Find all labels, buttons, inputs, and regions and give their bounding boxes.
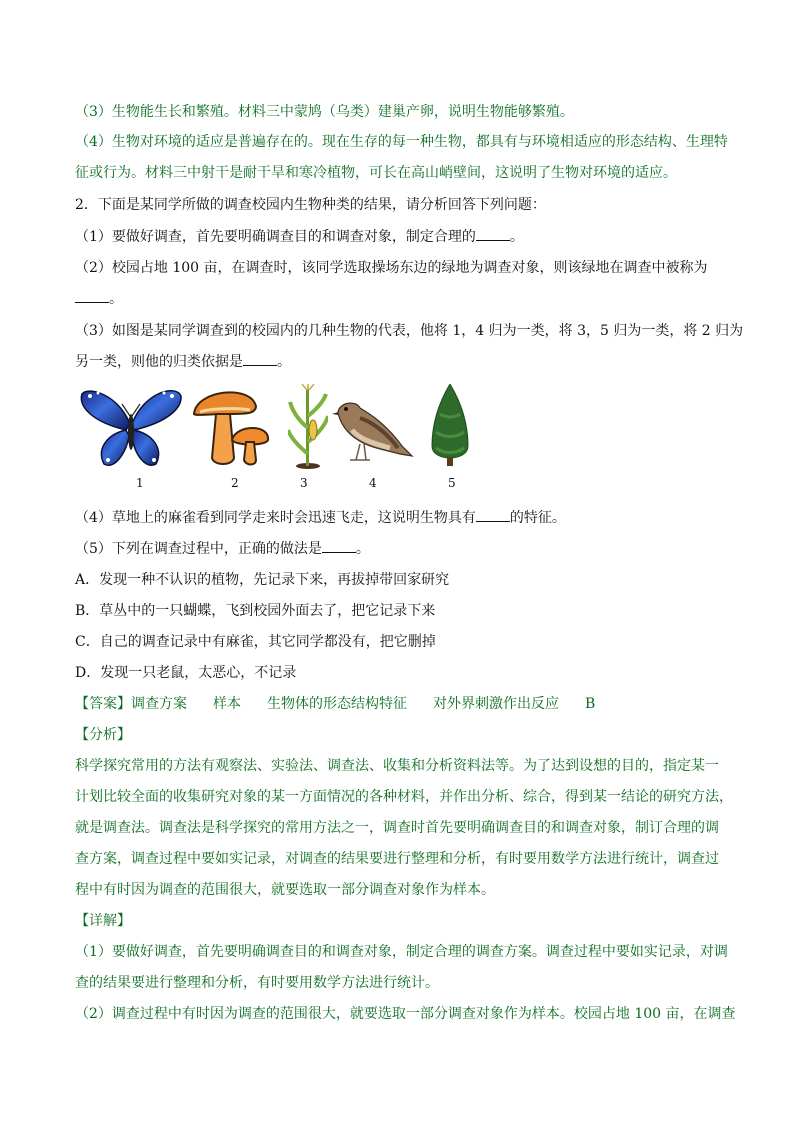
detail-tag: 【详解】 [75,913,131,929]
answer-blank [476,228,510,241]
question-part-1 [75,228,735,246]
option-a: A．发现一种不认识的植物，先记录下来，再拔掉带回家研究 [75,572,450,588]
question-part-2-cont [75,290,735,308]
figure-label: 3 [300,476,308,490]
text-span: 的特征。 [509,510,566,526]
corn-plant-icon [288,384,328,470]
question-part-5 [75,540,735,558]
answer-item: 对外界刺激作出反应 [433,696,559,712]
text-span: 另一类，则他的归类依据是 [75,354,243,370]
question-part-3-cont [75,353,735,371]
figure-label: 1 [136,476,144,490]
butterfly-icon [78,384,184,470]
detail-text: （2）调查过程中有时因为调查的范围很大，就要选取一部分调查对象作为样本。校园占地 100 亩，在调查 [75,1006,736,1022]
answer-line [75,695,735,713]
figure-label: 5 [448,476,456,490]
text-span: 。 [109,291,123,307]
question-part-4 [75,509,735,527]
answer-blank [476,509,510,522]
analysis-text: 科学探究常用的方法有观察法、实验法、调查法、收集和分析资料法等。为了达到设想的目的，指定某一 [75,758,719,774]
sparrow-icon [330,384,416,470]
analysis-text: 就是调查法。调查法是科学探究的常用方法之一，调查时首先要明确调查目的和调查对象，制订合理的调 [75,820,719,836]
text-span: 。 [509,229,524,245]
answer-item: 生物体的形态结构特征 [267,696,407,712]
organisms-figure [78,384,498,494]
answer-blank [243,353,277,366]
answer-blank [322,540,356,553]
text-span: 。 [355,541,370,557]
answer-blank [75,290,109,303]
question-part-2: （2）校园占地 100 亩，在调查时，该同学选取操场东边的绿地为调查对象，则该绿地在调查中被称为 [75,260,708,276]
text-span: （5）下列在调查过程中，正确的做法是 [75,541,322,557]
answer-item: B [585,696,596,712]
detail-text: （1）要做好调查，首先要明确调查目的和调查对象，制定合理的调查方案。调查过程中要如实记录，对调 [75,944,728,960]
answer-item: 样本 [213,696,241,712]
analysis-text: 计划比较全面的收集研究对象的某一方面情况的各种材料，并作出分析、综合，得到某一结论的研究方法， [75,789,733,805]
answer-item: 调查方案 [131,696,187,712]
analysis-text: 查方案，调查过程中要如实记录，对调查的结果要进行整理和分析，有时要用数学方法进行统计，调查过 [75,851,719,867]
question-heading: 2．下面是某同学所做的调查校园内生物种类的结果，请分析回答下列问题： [75,197,546,213]
option-b: B．草丛中的一只蝴蝶，飞到校园外面去了，把它记录下来 [75,603,436,619]
analysis-text: 程中有时因为调查的范围很大，就要选取一部分调查对象作为样本。 [75,882,495,898]
figure-label: 2 [231,476,239,490]
answer-tag: 【答案】 [75,696,131,712]
analysis-tag: 【分析】 [75,727,131,743]
detail-text: 查的结果要进行整理和分析，有时要用数学方法进行统计。 [75,975,439,991]
cypress-tree-icon [428,384,472,470]
text-span: （1）要做好调查，首先要明确调查目的和调查对象，制定合理的 [75,229,476,245]
text-line: 征或行为。材料三中射干是耐干旱和寒冷植物，可长在高山峭壁间，这说明了生物对环境的适应。 [75,165,677,181]
mushroom-icon [190,384,272,470]
text-line: （4）生物对环境的适应是普遍存在的。现在生存的每一种生物，都具有与环境相适应的形态结构、生理特 [75,134,728,150]
text-span: （4）草地上的麻雀看到同学走来时会迅速飞走，这说明生物具有 [75,510,476,526]
option-c: C．自己的调查记录中有麻雀，其它同学都没有，把它删掉 [75,634,436,650]
question-part-3: （3）如图是某同学调查到的校园内的几种生物的代表，他将 1，4 归为一类，将 3，5 归为一类，将 2 归为 [75,323,744,339]
text-span: 。 [277,354,291,370]
figure-label: 4 [369,476,377,490]
text-line: （3）生物能生长和繁殖。材料三中蒙鸠（乌类）建巢产卵，说明生物能够繁殖。 [75,104,574,120]
option-d: D．发现一只老鼠，太恶心，不记录 [75,665,297,681]
